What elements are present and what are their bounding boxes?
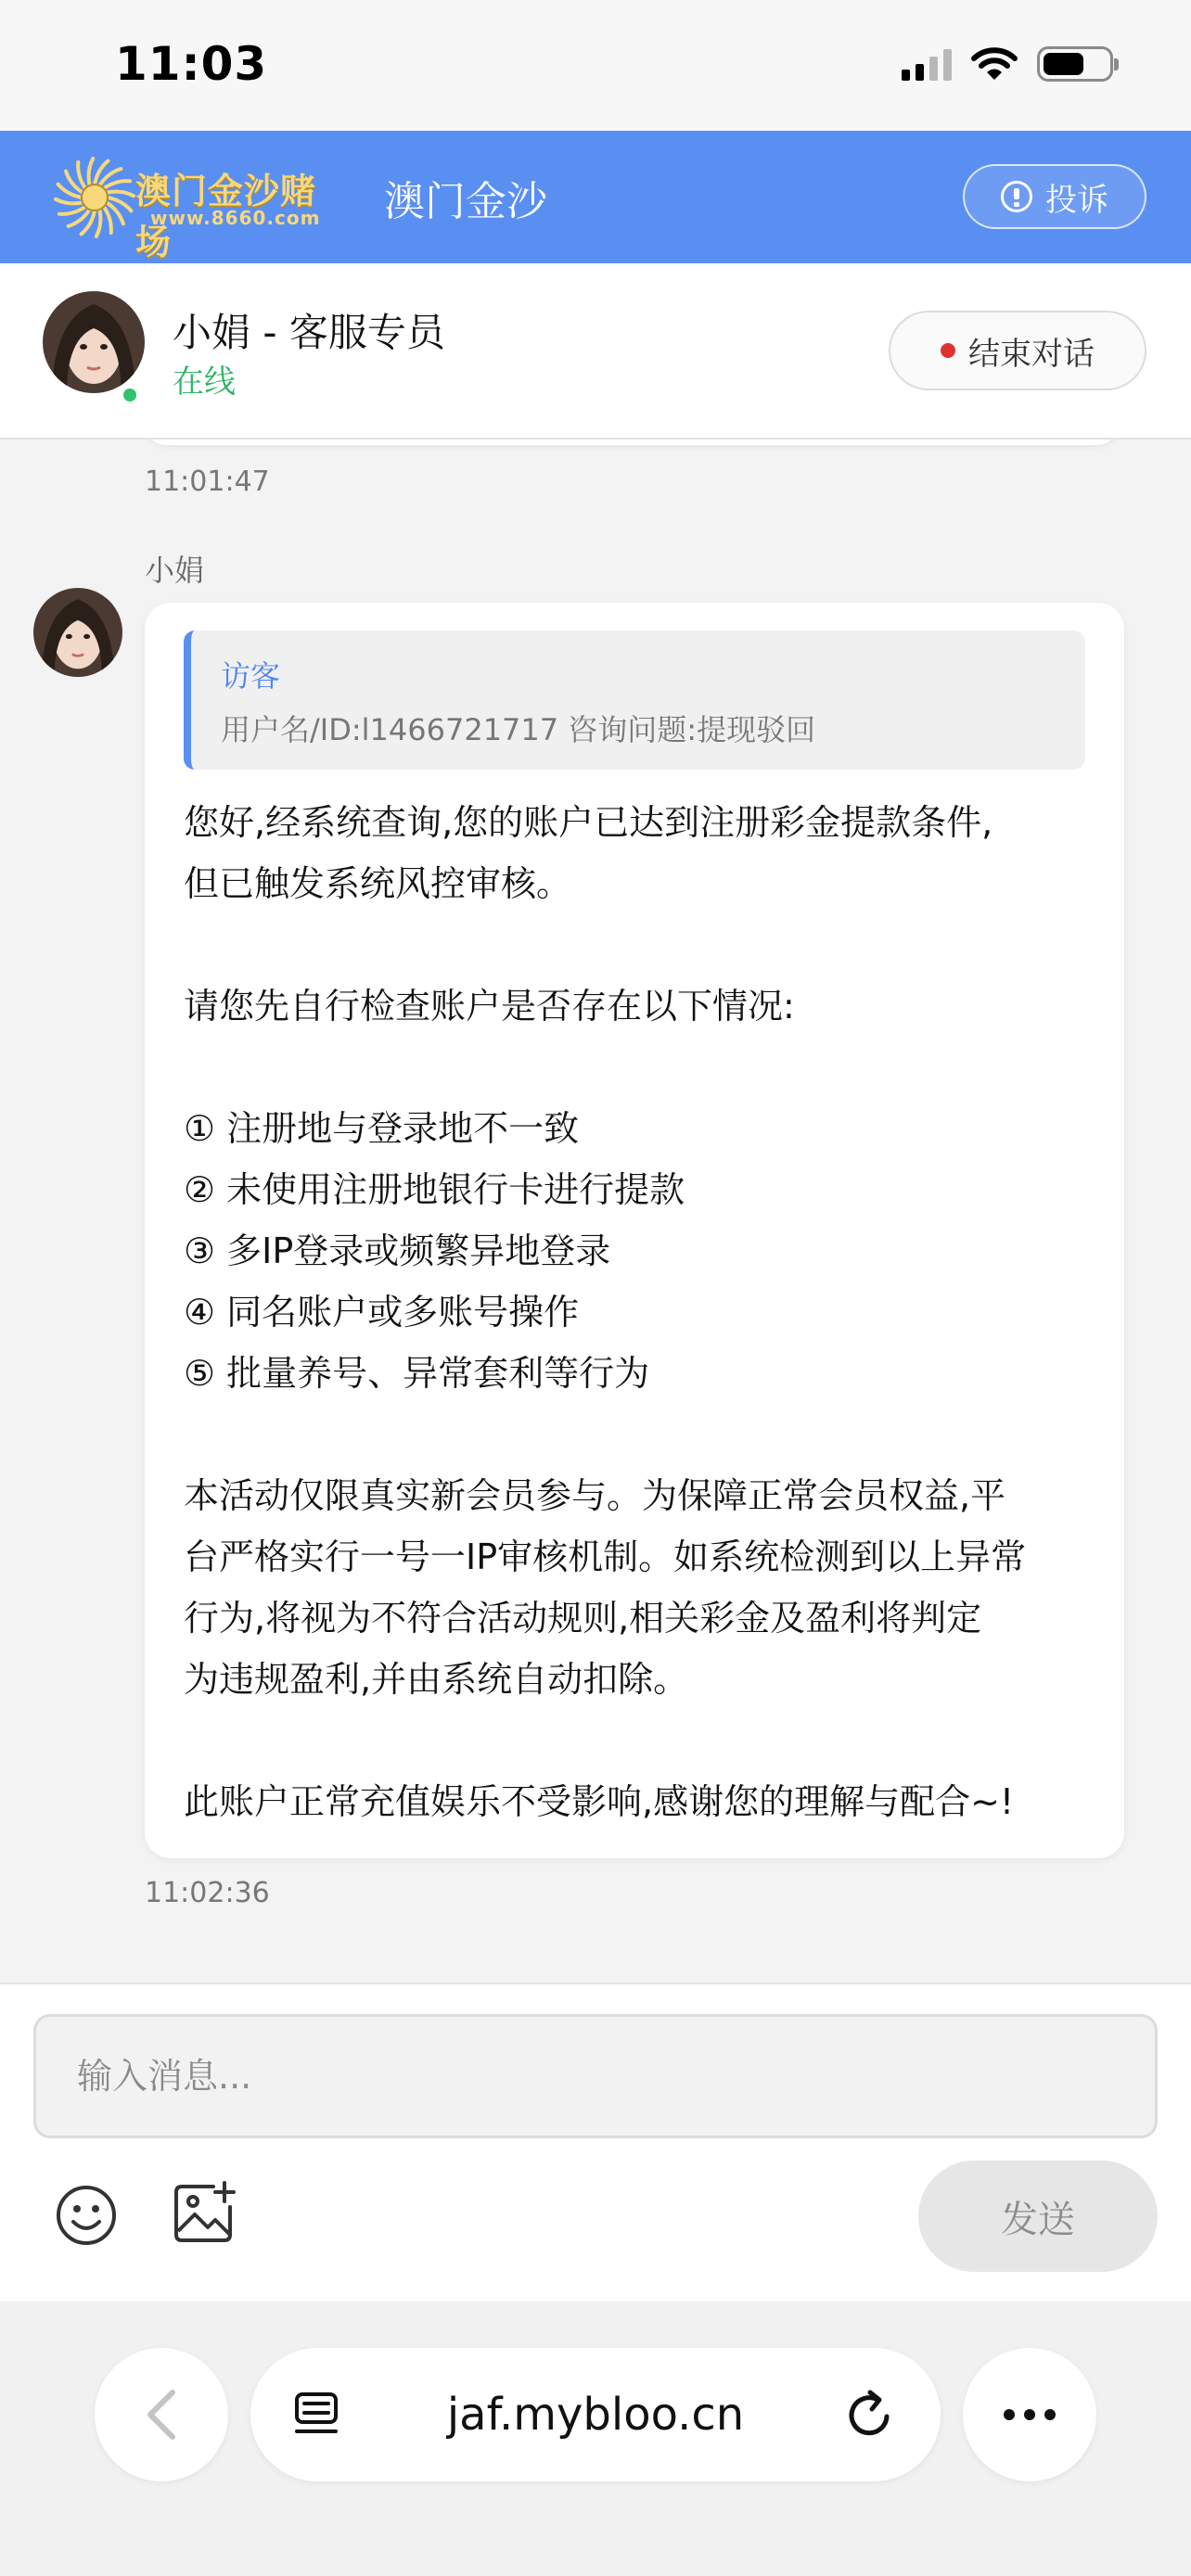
agent-name: 小娟 - 客服专员: [173, 310, 445, 355]
message-sender-name: 小娟: [145, 553, 205, 588]
online-status-dot: [121, 386, 139, 404]
brand-title: 澳门金沙: [384, 178, 547, 225]
url-text: jaf.mybloo.cn: [446, 2389, 745, 2441]
more-dot-icon: [1024, 2409, 1035, 2420]
message-text-line: ② 未使用注册地银行卡进行提款: [184, 1169, 685, 1210]
status-icons: [902, 46, 1113, 82]
complain-button[interactable]: [963, 164, 1146, 229]
message-text-line: ⑤ 批量养号、异常套利等行为: [184, 1353, 650, 1394]
message-text-line: 行为,将视为不符合活动规则,相关彩金及盈利将判定: [184, 1598, 982, 1639]
status-bar: [0, 0, 1191, 131]
browser-toolbar: [0, 2302, 1191, 2576]
more-dot-icon: [1004, 2409, 1015, 2420]
message-text-line: ③ 多IP登录或频繁异地登录: [184, 1231, 611, 1271]
battery-icon: [1037, 46, 1113, 82]
end-chat-label: 结束对话: [968, 335, 1095, 373]
wifi-icon: [970, 46, 1018, 82]
site-logo: [54, 157, 343, 262]
message-timestamp: 11:02:36: [145, 1877, 270, 1909]
message-bubble[interactable]: [145, 603, 1124, 1858]
agent-avatar[interactable]: [43, 291, 145, 393]
message-text-line: ① 注册地与登录地不一致: [184, 1108, 580, 1149]
sender-avatar[interactable]: [33, 588, 122, 677]
chevron-left-icon: [141, 2387, 182, 2442]
message-text-line: 此账户正常充值娱乐不受影响,感谢您的理解与配合~!: [184, 1781, 1015, 1822]
quoted-message: [184, 631, 1085, 770]
browser-back-button[interactable]: [95, 2348, 228, 2481]
quote-author: 访客: [221, 658, 281, 694]
image-upload-icon[interactable]: [173, 2181, 237, 2246]
more-dot-icon: [1044, 2409, 1056, 2420]
message-timestamp: 11:01:47: [145, 465, 270, 498]
previous-message-bubble: [145, 440, 1119, 445]
logo-url-text: www.8660.com: [150, 207, 321, 229]
status-time: 11:03: [115, 37, 268, 91]
message-text-line: 台严格实行一号一IP审核机制。如系统检测到以上异常: [184, 1537, 1027, 1577]
message-text-line: 为违规盈利,并由系统自动扣除。: [184, 1659, 689, 1700]
message-text-line: 您好,经系统查询,您的账户已达到注册彩金提款条件,: [184, 802, 993, 843]
agent-header: [0, 263, 1191, 440]
logo-text: 澳门金沙赌场: [135, 170, 317, 262]
send-button[interactable]: 发送: [918, 2161, 1158, 2272]
alert-circle-icon: [1001, 181, 1032, 212]
emoji-icon[interactable]: [54, 2183, 119, 2248]
message-text-line: ④ 同名账户或多账号操作: [184, 1292, 580, 1333]
message-input[interactable]: [33, 2014, 1158, 2138]
message-composer: [0, 1983, 1191, 2302]
cellular-signal-icon: [902, 47, 952, 81]
red-dot-icon: [941, 343, 955, 358]
end-chat-button[interactable]: [889, 311, 1146, 390]
agent-online-status: 在线: [173, 363, 236, 401]
quote-text: 用户名/ID:l1466721717 咨询问题:提现驳回: [221, 712, 816, 747]
message-text-line: 请您先自行检查账户是否存在以下情况:: [184, 986, 795, 1027]
browser-more-button[interactable]: [963, 2348, 1096, 2481]
address-bar[interactable]: [250, 2348, 941, 2481]
message-text-line: 但已触发系统风控审核。: [184, 863, 572, 904]
reload-icon[interactable]: [844, 2389, 896, 2441]
message-text-line: 本活动仅限真实新会员参与。为保障正常会员权益,平: [184, 1475, 1006, 1516]
sun-logo-icon: [54, 157, 135, 238]
chat-message-list[interactable]: [0, 440, 1191, 1983]
brand-header: [0, 131, 1191, 263]
complain-label: 投诉: [1045, 181, 1108, 219]
